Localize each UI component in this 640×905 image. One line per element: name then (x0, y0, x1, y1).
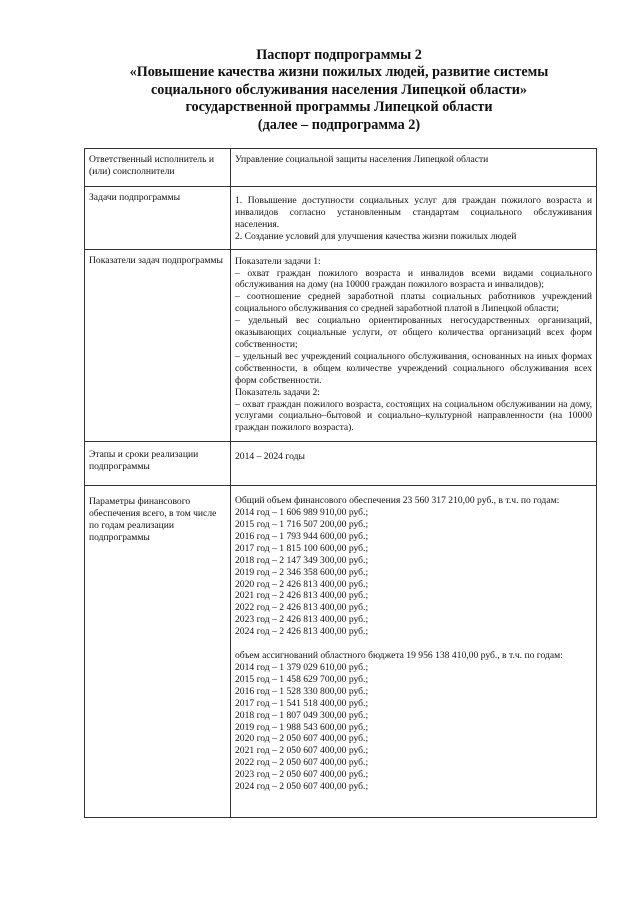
stages-value: 2014 – 2024 годы (231, 442, 597, 486)
finance-regional-year: 2015 год – 1 458 629 700,00 руб.; (235, 673, 369, 685)
finance-total-year: 2016 год – 1 793 944 600,00 руб.; (235, 530, 369, 542)
page-title (84, 47, 594, 134)
passport-table (84, 148, 597, 818)
finance-regional-year: 2021 год – 2 050 607 400,00 руб.; (235, 745, 369, 757)
table-row-tasks (85, 187, 597, 250)
finance-regional-year: 2022 год – 2 050 607 400,00 руб.; (235, 757, 369, 769)
finance-regional-year: 2023 год – 2 050 607 400,00 руб.; (235, 769, 369, 781)
title-line-5: (далее – подпрограмма 2) (257, 116, 421, 133)
tasks-label: Задачи подпрограммы (85, 187, 231, 250)
executor-label: Ответственный исполнитель и (или) соисполнители (85, 149, 231, 187)
table-row-stages (85, 442, 597, 486)
finance-total-year: 2020 год – 2 426 813 400,00 руб.; (235, 578, 369, 590)
indicator-item-4: – удельный вес учреждений социального обслуживания, основанных на иных формах собственности, в общем количестве учреждений социального обслуживания всех форм собственности. (235, 350, 592, 386)
tasks-value (231, 187, 597, 250)
table-row-finance (85, 486, 597, 818)
indicators-heading-2: Показатель задачи 2: (235, 386, 320, 398)
finance-regional-year: 2016 год – 1 528 330 800,00 руб.; (235, 685, 369, 697)
indicators-label: Показатели задач подпрограммы (85, 249, 231, 442)
finance-total-year: 2022 год – 2 426 813 400,00 руб.; (235, 602, 369, 614)
finance-regional-year: 2017 год – 1 541 518 400,00 руб.; (235, 697, 369, 709)
title-line-3: социального обслуживания населения Липецкой области» (150, 81, 528, 98)
finance-regional-intro: объем ассигнований областного бюджета 19 956 138 410,00 руб., в т.ч. по годам: (235, 650, 563, 662)
finance-regional-year: 2018 год – 1 807 049 300,00 руб.; (235, 709, 369, 721)
finance-regional-year: 2024 год – 2 050 607 400,00 руб.; (235, 781, 369, 793)
table-row-indicators (85, 249, 597, 442)
indicator-item-3: – удельный вес социально ориентированных негосударственных организаций, оказывающих социальные услуги, от общего количества организаций всех форм собственности; (235, 315, 592, 350)
title-line-4: государственной программы Липецкой области (185, 99, 493, 116)
indicator-item-5: – охват граждан пожилого возраста, состоящих на социальном обслуживании на дому, услугами социально–бытовой и социально–культурной направленности (на 10000 граждан пожилого возраста). (235, 398, 592, 434)
finance-label: Параметры финансового обеспечения всего, в том числе по годам реализации подпрограммы (85, 486, 231, 818)
finance-regional-year: 2014 год – 1 379 029 610,00 руб.; (235, 662, 369, 673)
table-row-executor (85, 149, 597, 187)
indicators-heading-1: Показатели задачи 1: (235, 255, 321, 267)
task-2: 2. Создание условий для улучшения качества жизни пожилых людей (235, 230, 517, 242)
indicator-item-2: – соотношение средней заработной платы социальных работников учреждений социального обслуживания со средней заработной платой в Липецкой области; (235, 291, 592, 315)
indicator-item-1: – охват граждан пожилого возраста и инвалидов всеми видами социального обслуживания на дому (на 10000 граждан пожилого возраста и инвалидов); (235, 267, 592, 291)
finance-total-year: 2019 год – 2 346 358 600,00 руб.; (235, 566, 369, 578)
finance-total-year: 2018 год – 2 147 349 300,00 руб.; (235, 554, 369, 566)
finance-regional-year: 2020 год – 2 050 607 400,00 руб.; (235, 733, 369, 745)
spacer (235, 638, 592, 650)
finance-total-year: 2021 год – 2 426 813 400,00 руб.; (235, 590, 369, 602)
title-line-2: «Повышение качества жизни пожилых людей, развитие системы (129, 64, 549, 81)
finance-value (231, 486, 597, 818)
finance-total-year: 2017 год – 1 815 100 600,00 руб.; (235, 542, 369, 554)
task-1: 1. Повышение доступности социальных услуг для граждан пожилого возраста и инвалидов согласно установленным стандартам социального обслуживания населения. (235, 195, 592, 230)
finance-total-year: 2015 год – 1 716 507 200,00 руб.; (235, 519, 369, 531)
finance-total-year: 2024 год – 2 426 813 400,00 руб.; (235, 626, 369, 638)
finance-regional-year: 2019 год – 1 988 543 600,00 руб.; (235, 721, 369, 733)
stages-label: Этапы и сроки реализации подпрограммы (85, 442, 231, 486)
finance-total-year: 2023 год – 2 426 813 400,00 руб.; (235, 614, 369, 626)
finance-total-intro: Общий объем финансового обеспечения 23 560 317 210,00 руб., в т.ч. по годам: (235, 495, 560, 507)
executor-value: Управление социальной защиты населения Липецкой области (231, 149, 597, 187)
finance-total-year: 2014 год – 1 606 989 910,00 руб.; (235, 507, 369, 519)
indicators-value (231, 249, 597, 442)
title-line-1: Паспорт подпрограммы 2 (256, 47, 422, 63)
